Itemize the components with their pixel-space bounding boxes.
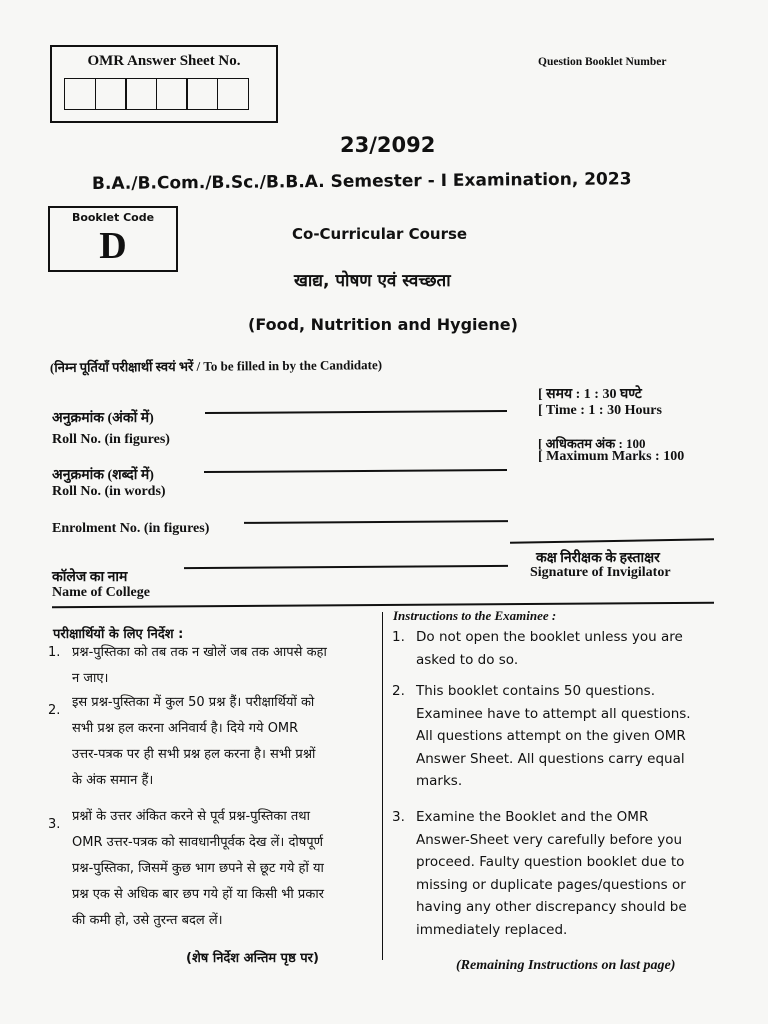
line: having any other discrepancy should be xyxy=(416,899,687,915)
omr-answer-sheet-box xyxy=(50,45,278,123)
invigilator-hindi-label: कक्ष निरीक्षक के हस्ताक्षर xyxy=(536,551,660,566)
line: प्रश्नों के उत्तर अंकित करने से पूर्व प्रश्न-पुस्तिका तथा xyxy=(72,809,310,824)
line: All questions attempt on the given OMR xyxy=(416,728,686,744)
time-english: [ Time : 1 : 30 Hours xyxy=(538,403,662,418)
line: asked to do so. xyxy=(416,651,519,668)
line: इस प्रश्न-पुस्तिका में कुल 50 प्रश्न हैं। परीक्षार्थियों को xyxy=(72,695,315,710)
subject-english: (Food, Nutrition and Hygiene) xyxy=(248,315,518,334)
invigilator-signature-line[interactable] xyxy=(510,538,714,544)
section-divider xyxy=(52,602,714,609)
english-instructions-footer: (Remaining Instructions on last page) xyxy=(456,958,676,973)
omr-number-cells xyxy=(64,78,247,110)
exam-title: B.A./B.Com./B.Sc./B.B.A. Semester - I Examination, 2023 xyxy=(91,169,632,194)
line: Answer Sheet. All questions carry equal xyxy=(416,750,685,767)
omr-cell[interactable] xyxy=(125,78,157,110)
roll-words-label: Roll No. (in words) xyxy=(52,484,166,499)
omr-cell[interactable] xyxy=(186,78,218,110)
omr-title: OMR Answer Sheet No. xyxy=(87,53,241,69)
line: प्रश्न एक से अधिक बार छप गये हों या किसी भी प्रकार xyxy=(72,887,324,902)
item-number: 3. xyxy=(392,809,405,825)
subject-hindi: खाद्य, पोषण एवं स्वच्छता xyxy=(294,271,451,291)
line: की कमी हो, उसे तुरन्त बदल लें। xyxy=(72,913,223,928)
roll-figures-label: Roll No. (in figures) xyxy=(52,432,170,447)
paper-code: 23/2092 xyxy=(340,133,436,157)
booklet-code-label: Booklet Code xyxy=(71,211,155,224)
line: proceed. Faulty question booklet due to xyxy=(416,854,685,870)
item-number: 2. xyxy=(48,703,61,718)
college-label: Name of College xyxy=(52,585,150,600)
hindi-instructions-footer: (शेष निर्देश अन्तिम पृष्ठ पर) xyxy=(186,951,319,966)
line: Answer-Sheet very carefully before you xyxy=(416,831,683,848)
english-instructions-heading: Instructions to the Examinee : xyxy=(393,608,557,623)
omr-cell[interactable] xyxy=(217,78,249,110)
omr-cell[interactable] xyxy=(95,78,127,110)
line: सभी प्रश्न हल करना अनिवार्य है। दिये गये OMR xyxy=(72,721,299,736)
max-marks-hindi: [ अधिकतम अंक : 100 xyxy=(538,436,646,451)
enrolment-label: Enrolment No. (in figures) xyxy=(52,521,210,536)
hindi-instructions-heading: परीक्षार्थियों के लिए निर्देश : xyxy=(53,627,184,642)
invigilator-label: Signature of Invigilator xyxy=(530,565,671,580)
line: marks. xyxy=(416,773,463,789)
line: Do not open the booklet unless you are xyxy=(416,629,683,645)
fill-instruction-note: (निम्न पूर्तियाँ परीक्षार्थी स्वयं भरें / To be filled in by the Candidate) xyxy=(49,357,383,375)
roll-figures-line[interactable] xyxy=(205,410,507,414)
roll-figures-hindi-label: अनुक्रमांक (अंकों में) xyxy=(52,411,154,426)
line: immediately replaced. xyxy=(416,921,568,938)
line: This booklet contains 50 questions. xyxy=(416,683,655,699)
omr-cell[interactable] xyxy=(156,78,188,110)
enrolment-line[interactable] xyxy=(244,520,508,524)
question-booklet-number-label: Question Booklet Number xyxy=(538,56,667,68)
line: प्रश्न-पुस्तिका को तब तक न खोलें जब तक आपसे कहा xyxy=(72,645,327,660)
booklet-code-value: D xyxy=(99,225,127,267)
item-number: 1. xyxy=(392,629,405,645)
english-instruction-3 xyxy=(392,806,722,941)
line: न जाए। xyxy=(72,671,109,686)
line: missing or duplicate pages/questions or xyxy=(416,876,686,893)
hindi-instruction-3 xyxy=(48,804,378,934)
time-hindi: [ समय : 1 : 30 घण्टे xyxy=(538,387,642,402)
column-divider xyxy=(382,612,383,960)
roll-words-hindi-label: अनुक्रमांक (शब्दों में) xyxy=(52,468,154,483)
line: Examinee have to attempt all questions. xyxy=(416,705,691,722)
booklet-code-box xyxy=(48,206,178,272)
item-number: 1. xyxy=(48,645,61,660)
roll-words-line[interactable] xyxy=(204,469,507,473)
college-line[interactable] xyxy=(184,565,508,569)
item-number: 2. xyxy=(392,683,405,699)
line: के अंक समान हैं। xyxy=(72,773,154,788)
hindi-instruction-2 xyxy=(48,690,378,794)
omr-cell[interactable] xyxy=(64,78,96,110)
line: प्रश्न-पुस्तिका, जिसमें कुछ भाग छपने से छूट गये हों या xyxy=(72,861,324,876)
english-instruction-1 xyxy=(392,626,722,671)
item-number: 3. xyxy=(48,817,61,832)
college-hindi-label: कॉलेज का नाम xyxy=(52,570,128,585)
line: उत्तर-पत्रक पर ही सभी प्रश्न हल करना है। सभी प्रश्नों xyxy=(72,747,316,762)
hindi-instruction-1 xyxy=(48,640,378,692)
max-marks-english: [ Maximum Marks : 100 xyxy=(538,449,685,464)
line: Examine the Booklet and the OMR xyxy=(416,809,649,825)
course-title: Co-Curricular Course xyxy=(292,225,468,243)
english-instruction-2 xyxy=(392,680,722,793)
line: OMR उत्तर-पत्रक को सावधानीपूर्वक देख लें। दोषपूर्ण xyxy=(72,835,324,850)
